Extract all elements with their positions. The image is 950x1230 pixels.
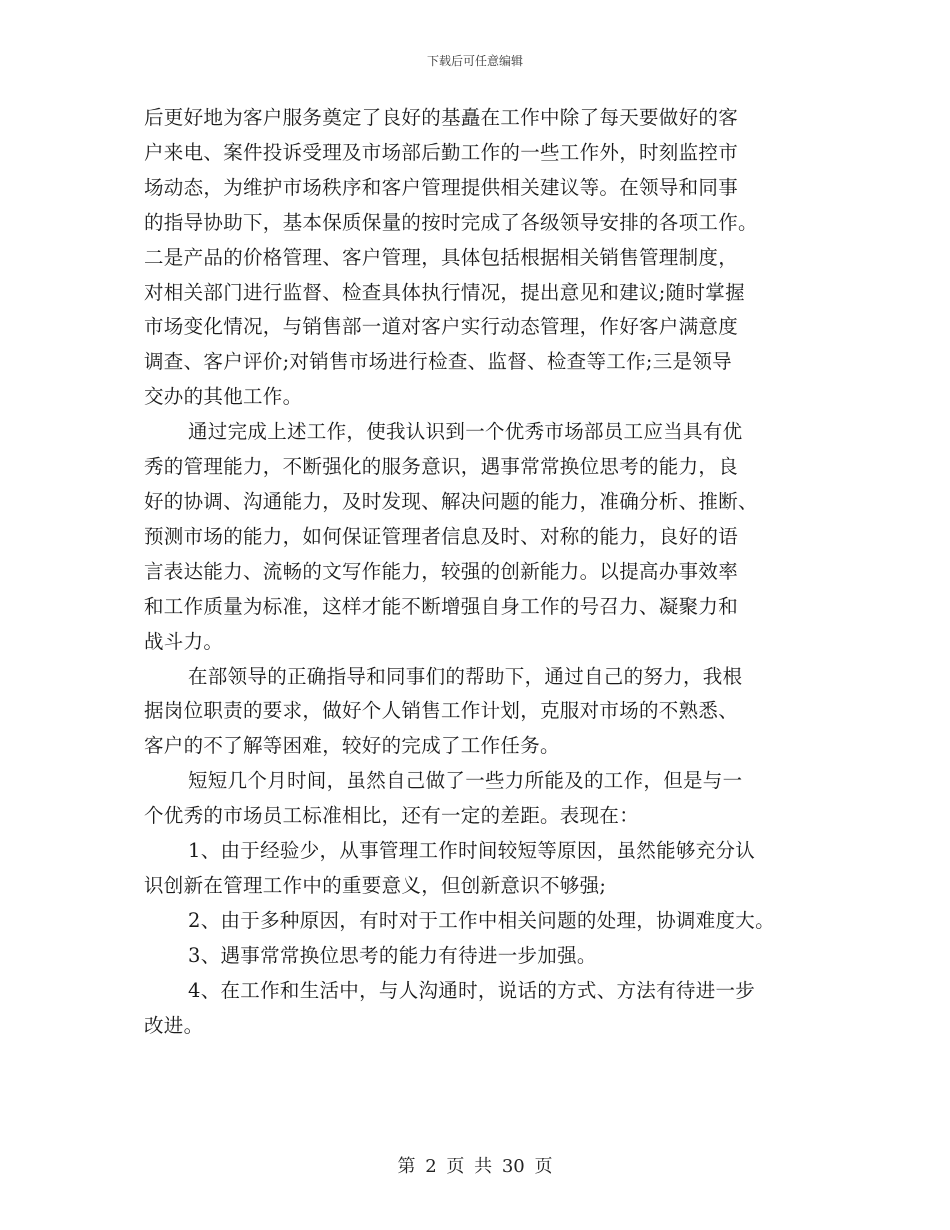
- text-line: 客户的不了解等困难，较好的完成了工作任务。: [144, 734, 560, 758]
- text-line: 言表达能力、流畅的文写作能力，较强的创新能力。以提高办事效率: [144, 559, 739, 583]
- text-line: 和工作质量为标准，这样才能不断增强自身工作的号召力、凝聚力和: [144, 594, 739, 618]
- text-line: 战斗力。: [144, 629, 224, 653]
- text-line: 交办的其他工作。: [144, 385, 303, 409]
- text-line: 改进。: [144, 1013, 204, 1037]
- text-line: 的指导协助下，基本保质保量的按时完成了各级领导安排的各项工作。: [144, 210, 758, 234]
- text-line: 3、遇事常常换位思考的能力有待进一步加强。: [188, 943, 597, 967]
- text-line: 通过完成上述工作，使我认识到一个优秀市场部员工应当具有优: [188, 420, 743, 444]
- text-line: 场动态，为维护市场秩序和客户管理提供相关建议等。在领导和同事: [144, 175, 739, 199]
- text-line: 市场变化情况，与销售部一道对客户实行动态管理，作好客户满意度: [144, 315, 739, 339]
- text-line: 预测市场的能力，如何保证管理者信息及时、对称的能力，良好的语: [144, 524, 739, 548]
- text-line: 对相关部门进行监督、检查具体执行情况，提出意见和建议;随时掌握: [144, 280, 745, 304]
- text-line: 个优秀的市场员工标准相比，还有一定的差距。表现在：: [144, 804, 640, 828]
- document-body: [144, 101, 834, 1043]
- text-line: 识创新在管理工作中的重要意义，但创新意识不够强;: [144, 873, 607, 897]
- text-line: 二是产品的价格管理、客户管理，具体包括根据相关销售管理制度，: [144, 245, 739, 269]
- text-line: 1、由于经验少，从事管理工作时间较短等原因，虽然能够充分认: [188, 839, 756, 863]
- page-header: 下载后可任意编辑: [426, 54, 523, 68]
- text-line: 秀的管理能力，不断强化的服务意识，遇事常常换位思考的能力，良: [144, 455, 739, 479]
- text-line: 据岗位职责的要求，做好个人销售工作计划，克服对市场的不熟悉、: [144, 699, 739, 723]
- text-line: 好的协调、沟通能力，及时发现、解决问题的能力，准确分析、推断、: [144, 489, 758, 513]
- text-line: 在部领导的正确指导和同事们的帮助下，通过自己的努力，我根: [188, 664, 743, 688]
- text-line: 后更好地为客户服务奠定了良好的基矗在工作中除了每天要做好的客: [144, 106, 739, 129]
- page-footer: 第 2 页 共 30 页: [397, 1156, 553, 1177]
- text-line: 短短几个月时间，虽然自己做了一些力所能及的工作，但是与一: [188, 769, 743, 793]
- text-line: 调查、客户评价;对销售市场进行检查、监督、检查等工作;三是领导: [144, 350, 732, 374]
- text-line: 2、由于多种原因，有时对于工作中相关问题的处理，协调难度大。: [188, 908, 775, 932]
- text-line: 户来电、案件投诉受理及市场部后勤工作的一些工作外，时刻监控市: [144, 140, 739, 164]
- text-line: 4、在工作和生活中，与人沟通时，说话的方式、方法有待进一步: [188, 978, 756, 1002]
